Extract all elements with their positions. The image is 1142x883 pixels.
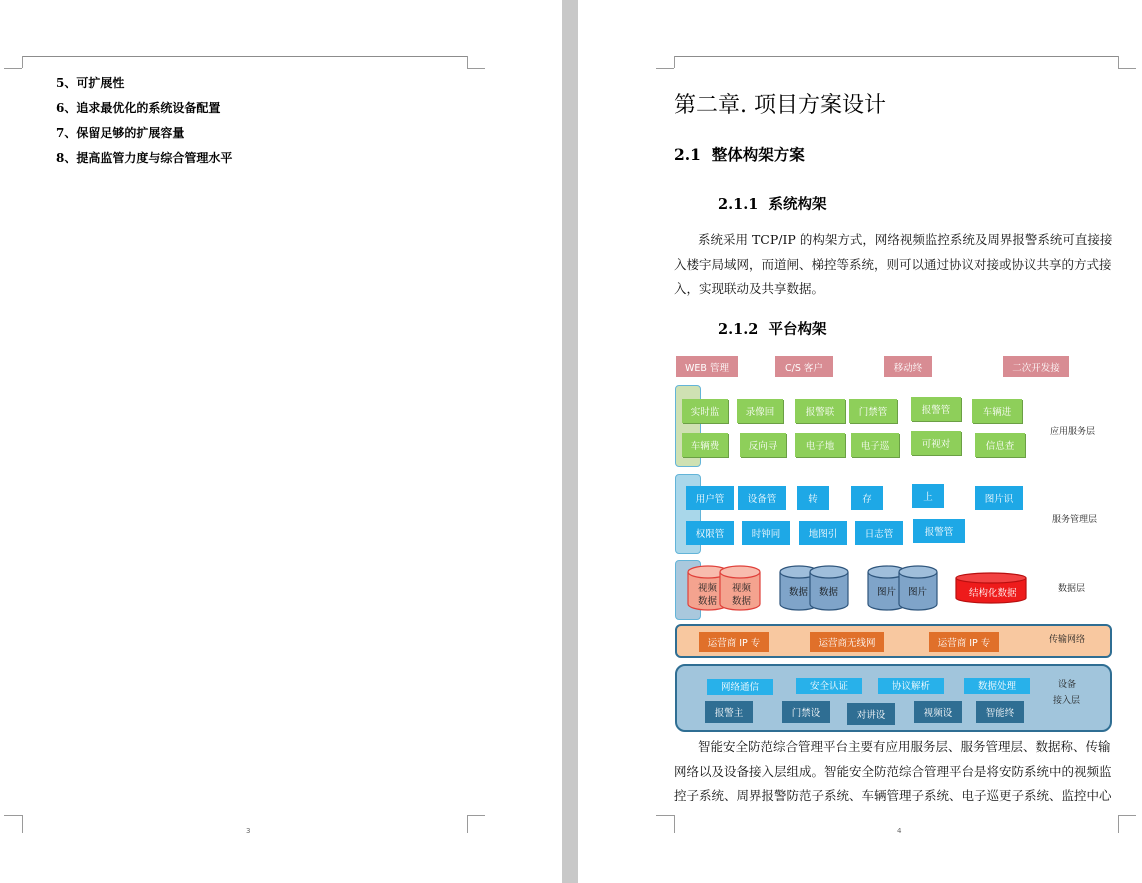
- structured-data-label: 结构化数据: [969, 588, 1017, 599]
- app-module: 信息查: [975, 433, 1025, 457]
- network-item: 运营商无线网: [810, 632, 884, 652]
- cylinder-label: 图片: [908, 587, 928, 598]
- subsection-title: 2.1.1 系统构架: [718, 196, 827, 213]
- subsection-title: 2.1.2 平台构架: [718, 321, 827, 338]
- app-module: 反向寻: [740, 433, 786, 457]
- device-type: 视频设: [914, 701, 962, 723]
- crop-mark: [467, 815, 468, 833]
- cs-client-button: C/S 客户: [775, 356, 833, 377]
- paragraph: 智能安全防范综合管理平台主要有应用服务层、服务管理层、数据称、传输网络以及设备接入层组成。智能安全防范综合管理平台是将安防系统中的视频监控子系统、周界报警防范子系统、车辆管理子系统、电子巡更子系统、监控中心: [674, 739, 1112, 803]
- crop-mark: [1118, 815, 1119, 833]
- layer-label-data: 数据层: [1058, 584, 1086, 594]
- svc-module: 权限管: [686, 521, 734, 545]
- svc-module: 存: [851, 486, 883, 510]
- device-protocol: 协议解析: [878, 678, 944, 694]
- layer-label-dev: 设备: [1058, 680, 1077, 690]
- page-gutter: [562, 0, 578, 883]
- secondary-dev-button: 二次开发接: [1003, 356, 1069, 377]
- svc-module: 报警管: [913, 519, 965, 543]
- cylinder-label: 视频: [732, 583, 752, 594]
- web-management-button: WEB 管理: [676, 356, 738, 377]
- app-module: 报警联: [795, 399, 845, 423]
- app-module: 车辆进: [972, 399, 1022, 423]
- page-number: 3: [246, 827, 251, 835]
- device-type: 报警主: [705, 701, 753, 723]
- crop-mark: [1118, 815, 1136, 816]
- cylinder-label: 数据: [732, 596, 752, 607]
- network-item: 运营商 IP 专: [929, 632, 999, 652]
- crop-mark: [674, 815, 675, 833]
- device-type: 对讲设: [847, 703, 895, 725]
- crop-mark: [656, 68, 674, 69]
- device-type: 智能终: [976, 701, 1024, 723]
- crop-mark: [4, 815, 22, 816]
- device-protocol: 网络通信: [707, 679, 773, 695]
- app-module: 电子地: [795, 433, 845, 457]
- layer-label-app: 应用服务层: [1050, 427, 1096, 437]
- cylinder-label: 数据: [789, 587, 809, 598]
- device-protocol: 安全认证: [796, 678, 862, 694]
- paragraph: 系统采用 TCP/IP 的构架方式，网络视频监控系统及周界报警系统可直接接入楼宇局域网，而道闸、梯控等系统，则可以通过协议对接或协议共享的方式接入，实现联动及共享数据。: [674, 232, 1113, 296]
- network-item: 运营商 IP 专: [699, 632, 769, 652]
- layer-label-net: 传输网络: [1049, 635, 1086, 645]
- app-module: 可视对: [911, 431, 961, 455]
- list-item: 7、保留足够的扩展容量: [56, 126, 185, 140]
- svc-module: 时钟同: [742, 521, 790, 545]
- crop-mark: [22, 815, 23, 833]
- crop-mark: [22, 56, 23, 68]
- device-type: 门禁设: [782, 701, 830, 723]
- list-item: 5、可扩展性: [56, 76, 125, 90]
- mobile-terminal-button: 移动终: [884, 356, 932, 377]
- svc-module: 上: [912, 484, 944, 508]
- right-page: [578, 0, 1142, 883]
- header-rule: [22, 56, 468, 57]
- chapter-title: 第二章. 项目方案设计: [674, 93, 886, 118]
- crop-mark: [467, 815, 485, 816]
- crop-mark: [1118, 68, 1136, 69]
- crop-mark: [467, 56, 468, 68]
- cylinder-label: 图片: [877, 587, 897, 598]
- app-module: 车辆费: [682, 433, 728, 457]
- left-page: [0, 0, 562, 883]
- crop-mark: [467, 68, 485, 69]
- svc-module: 转: [797, 486, 829, 510]
- crop-mark: [1118, 56, 1119, 68]
- layer-label-svc: 服务管理层: [1052, 515, 1098, 525]
- cylinder-label: 数据: [819, 587, 839, 598]
- header-rule: [674, 56, 1118, 57]
- app-module: 报警管: [911, 397, 961, 421]
- svc-module: 日志管: [855, 521, 903, 545]
- svc-module: 用户管: [686, 486, 734, 510]
- svc-module: 地图引: [799, 521, 847, 545]
- crop-mark: [674, 56, 675, 68]
- svc-module: 设备管: [738, 486, 786, 510]
- page-number: 4: [897, 827, 902, 835]
- list-item: 8、提高监管力度与综合管理水平: [56, 151, 233, 165]
- layer-label-dev: 接入层: [1053, 696, 1081, 706]
- app-module: 实时监: [682, 399, 728, 423]
- app-module: 电子巡: [851, 433, 899, 457]
- app-module: 门禁管: [849, 399, 897, 423]
- section-title: 2.1 整体构架方案: [674, 145, 805, 164]
- cylinder-label: 数据: [698, 596, 718, 607]
- list-item: 6、追求最优化的系统设备配置: [56, 101, 221, 115]
- device-protocol: 数据处理: [964, 678, 1030, 694]
- crop-mark: [656, 815, 674, 816]
- cylinder-label: 视频: [698, 583, 718, 594]
- svc-module: 图片识: [975, 486, 1023, 510]
- crop-mark: [4, 68, 22, 69]
- app-module: 录像回: [737, 399, 783, 423]
